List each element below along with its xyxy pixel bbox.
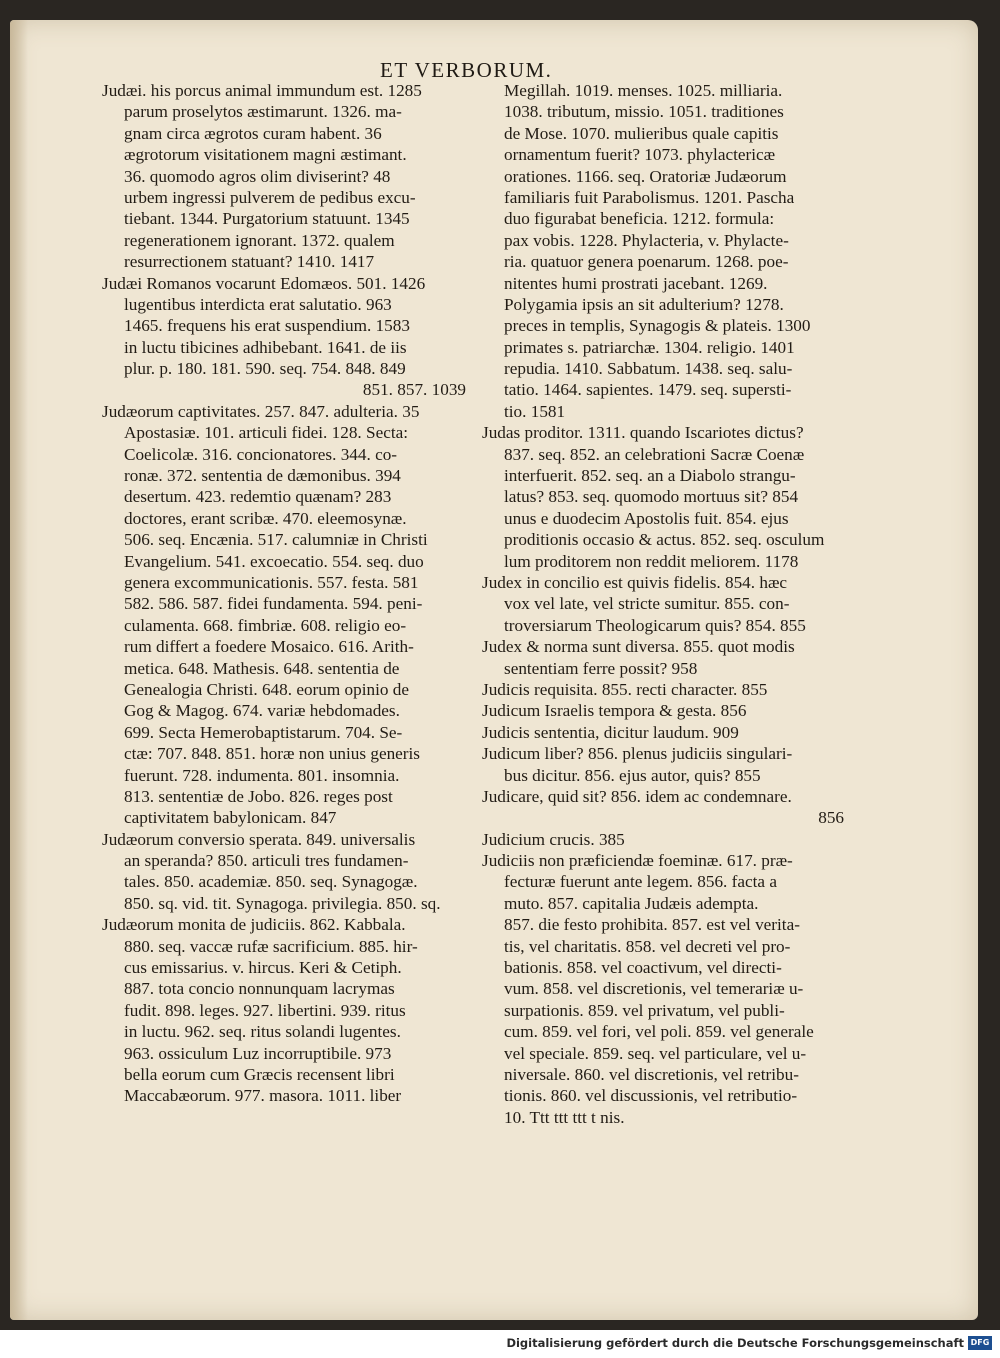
index-line-left: lugentibus interdicta erat salutatio. 963 [124, 294, 392, 314]
index-line-left: desertum. 423. redemtio quænam? 283 [124, 487, 392, 507]
index-line-left: gnam circa ægrotos curam habent. 36 [124, 123, 382, 143]
index-line-right: sententiam ferre possit? 958 [504, 658, 698, 678]
index-line-right: Polygamia ipsis an sit adulterium? 1278. [504, 294, 784, 314]
index-line-left: culamenta. 668. fimbriæ. 608. religio eo- [124, 615, 407, 635]
index-line-right: 837. seq. 852. an celebrationi Sacræ Coenæ [504, 444, 805, 464]
index-line-left: plur. p. 180. 181. 590. seq. 754. 848. 849 [124, 359, 406, 379]
index-line-right: primates s. patriarchæ. 1304. religio. 1401 [504, 337, 795, 357]
index-line-left: bella eorum cum Græcis recensent libri [124, 1064, 395, 1084]
index-line-left: Judæi Romanos vocarunt Edomæos. 501. 1426 [102, 273, 426, 293]
index-line-left: Maccabæorum. 977. masora. 1011. liber [124, 1086, 402, 1106]
index-column-right [482, 80, 844, 1128]
index-line-left: 887. tota concio nonnunquam lacrymas [124, 979, 395, 999]
index-line-left: 963. ossiculum Luz incorruptibile. 973 [124, 1043, 392, 1063]
index-line-left: urbem ingressi pulverem de pedibus excu- [124, 187, 416, 207]
index-line-right: niversale. 860. vel discretionis, vel retribu- [504, 1064, 799, 1084]
index-line-right: surpationis. 859. vel privatum, vel publi- [504, 1000, 785, 1020]
index-line-left: captivitatem babylonicam. 847 [124, 808, 337, 828]
index-line-left: Gog & Magog. 674. variæ hebdomades. [124, 701, 400, 721]
index-line-left: 36. quomodo agros olim diviserint? 48 [124, 166, 391, 186]
index-line-left: ctæ: 707. 848. 851. horæ non unius generis [124, 744, 420, 764]
index-line-left: Judæi. his porcus animal immundum est. 1285 [102, 81, 422, 100]
funding-credit: Digitalisierung gefördert durch die Deutsche Forschungsgemeinschaft [506, 1336, 964, 1350]
index-line-right: Judas proditor. 1311. quando Iscariotes dictus? [482, 423, 804, 443]
index-line-left: fudit. 898. leges. 927. libertini. 939. ritus [124, 1000, 406, 1020]
index-line-right: vel speciale. 859. seq. vel particulare, vel u- [504, 1043, 807, 1063]
index-line-right: familiaris fuit Parabolismus. 1201. Pascha [504, 187, 795, 207]
dfg-logo: DFG [968, 1336, 992, 1350]
index-line-left: Judæorum monita de judiciis. 862. Kabbala. [102, 915, 406, 935]
index-line-left: Genealogia Christi. 648. eorum opinio de [124, 679, 409, 699]
index-line-right: 10. Ttt ttt ttt t nis. [504, 1107, 625, 1127]
index-line-right: unus e duodecim Apostolis fuit. 854. ejus [504, 508, 789, 528]
index-line-right: interfuerit. 852. seq. an a Diabolo strangu- [504, 466, 796, 486]
index-line-left: tales. 850. academiæ. 850. seq. Synagogæ. [124, 872, 418, 892]
index-line-left: in luctu. 962. seq. ritus solandi lugentes. [124, 1022, 401, 1042]
index-line-right: orationes. 1166. seq. Oratoriæ Judæorum [504, 166, 787, 186]
index-line-right: cum. 859. vel fori, vel poli. 859. vel generale [504, 1022, 814, 1042]
index-line-right: Judicium crucis. 385 [482, 829, 625, 849]
index-line-left: Coelicolæ. 316. concionatores. 344. co- [124, 444, 398, 464]
index-line-left: 582. 586. 587. fidei fundamenta. 594. peni- [124, 594, 423, 614]
index-line-right: 856 [818, 808, 844, 828]
index-line-right: de Mose. 1070. mulieribus quale capitis [504, 123, 779, 143]
index-line-right: Megillah. 1019. menses. 1025. milliaria. [504, 81, 783, 100]
index-line-right: 1038. tributum, missio. 1051. traditiones [504, 102, 784, 122]
index-line-left: parum proselytos æstimarunt. 1326. ma- [124, 102, 402, 122]
index-line-right: Judiciis non præficiendæ foeminæ. 617. præ- [482, 851, 793, 871]
index-line-left: Judæorum captivitates. 257. 847. adulteria. 35 [102, 401, 420, 421]
index-line-right: fecturæ fuerunt ante legem. 856. facta a [504, 872, 777, 892]
index-line-left: regenerationem ignorant. 1372. qualem [124, 230, 395, 250]
index-line-left: in luctu tibicines adhibebant. 1641. de iis [124, 337, 407, 357]
index-line-right: tis, vel charitatis. 858. vel decreti vel pro- [504, 936, 791, 956]
index-line-left: cus emissarius. v. hircus. Keri & Cetiph. [124, 958, 402, 978]
index-line-left: ægrotorum visitationem magni æstimant. [124, 145, 407, 165]
index-line-right: Judicum liber? 856. plenus judiciis singulari- [482, 744, 793, 764]
index-line-left: 851. 857. 1039 [362, 380, 466, 400]
index-line-left: fuerunt. 728. indumenta. 801. insomnia. [124, 765, 400, 785]
index-line-left: metica. 648. Mathesis. 648. sententia de [124, 658, 400, 678]
index-line-right: vum. 858. vel discretionis, vel temerariæ u- [504, 979, 804, 999]
index-line-right: repudia. 1410. Sabbatum. 1438. seq. salu- [504, 359, 793, 379]
index-line-left: Evangelium. 541. excoecatio. 554. seq. duo [124, 551, 424, 571]
index-line-left: Apostasiæ. 101. articuli fidei. 128. Secta: [124, 423, 409, 443]
index-line-right: troversiarum Theologicarum quis? 854. 855 [504, 615, 806, 635]
index-line-left: 880. seq. vaccæ rufæ sacrificium. 885. hir- [124, 936, 418, 956]
index-line-right: preces in templis, Synagogis & plateis. 1300 [504, 316, 811, 336]
index-line-right: duo figurabat beneficia. 1212. formula: [504, 209, 775, 229]
index-line-left: 850. sq. vid. tit. Synagoga. privilegia. 850. sq. [124, 893, 441, 913]
index-line-right: 857. die festo prohibita. 857. est vel verita- [504, 915, 800, 935]
index-line-left: ronæ. 372. sententia de dæmonibus. 394 [124, 466, 401, 486]
index-line-right: tatio. 1464. sapientes. 1479. seq. supersti- [504, 380, 792, 400]
index-line-left: an speranda? 850. articuli tres fundamen- [124, 851, 409, 871]
index-line-right: Judex & norma sunt diversa. 855. quot modis [482, 637, 795, 657]
index-line-left: rum differt a foedere Mosaico. 616. Arith- [124, 637, 414, 657]
index-column-left [102, 80, 466, 1107]
index-line-right: lum proditorem non reddit meliorem. 1178 [504, 551, 799, 571]
index-line-right: pax vobis. 1228. Phylacteria, v. Phylacte- [504, 230, 789, 250]
index-line-left: 699. Secta Hemerobaptistarum. 704. Se- [124, 722, 403, 742]
index-line-left: 506. seq. Encænia. 517. calumniæ in Christi [124, 530, 428, 550]
index-line-right: Judicis sententia, dicitur laudum. 909 [482, 722, 739, 742]
index-line-right: ria. quatuor genera poenarum. 1268. poe- [504, 252, 789, 272]
index-line-right: proditionis occasio & actus. 852. seq. osculum [504, 530, 825, 550]
index-line-right: nitentes humi prostrati jacebant. 1269. [504, 273, 768, 293]
index-line-right: muto. 857. capitalia Judæis adempta. [504, 893, 759, 913]
index-line-left: genera excommunicationis. 557. festa. 581 [124, 572, 419, 592]
index-line-right: vox vel late, vel stricte sumitur. 855. con- [504, 594, 790, 614]
index-line-left: doctores, erant scribæ. 470. eleemosynæ. [124, 508, 407, 528]
index-line-left: resurrectionem statuant? 1410. 1417 [124, 252, 375, 272]
index-line-right: Judex in concilio est quivis fidelis. 854. hæc [482, 572, 788, 592]
index-line-left: tiebant. 1344. Purgatorium statuunt. 1345 [124, 209, 410, 229]
digitization-footer [0, 1330, 1000, 1358]
index-line-left: Judæorum conversio sperata. 849. universalis [102, 829, 416, 849]
index-line-right: bationis. 858. vel coactivum, vel directi- [504, 958, 782, 978]
page-gutter-shadow [10, 20, 28, 1320]
index-line-right: ornamentum fuerit? 1073. phylactericæ [504, 145, 776, 165]
index-line-right: latus? 853. seq. quomodo mortuus sit? 854 [504, 487, 799, 507]
running-header: ET VERBORUM. [380, 58, 553, 82]
index-line-right: Judicis requisita. 855. recti character. 855 [482, 679, 768, 699]
index-line-right: tionis. 860. vel discussionis, vel retributio- [504, 1086, 798, 1106]
index-line-left: 1465. frequens his erat suspendium. 1583 [124, 316, 410, 336]
index-line-left: 813. sententiæ de Jobo. 826. reges post [124, 786, 393, 806]
index-line-right: tio. 1581 [504, 401, 566, 421]
index-line-right: bus dicitur. 856. ejus autor, quis? 855 [504, 765, 761, 785]
index-line-right: Judicum Israelis tempora & gesta. 856 [482, 701, 747, 721]
index-line-right: Judicare, quid sit? 856. idem ac condemnare. [482, 786, 792, 806]
